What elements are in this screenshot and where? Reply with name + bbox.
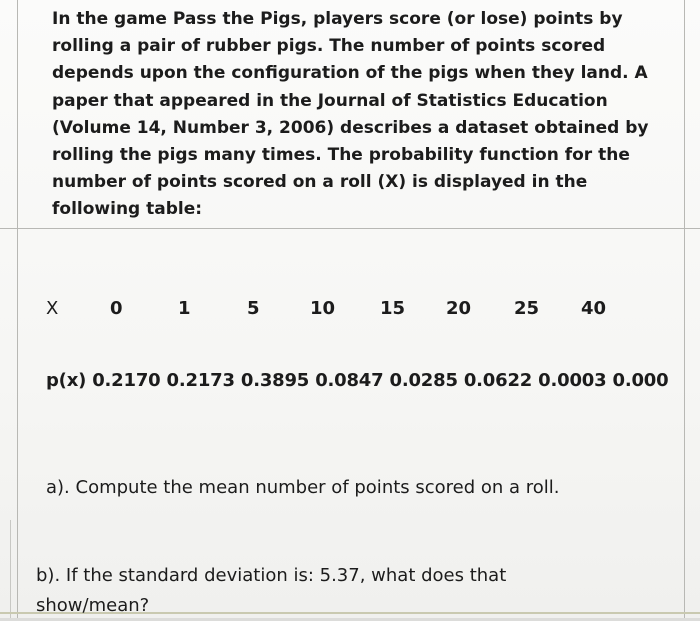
question-b-line: b). If the standard deviation is: 5.37, what does that	[36, 565, 507, 586]
divider	[0, 228, 700, 229]
problem-paragraph	[52, 6, 649, 224]
question-b	[36, 561, 506, 621]
x-value: 0	[110, 298, 123, 319]
left-border	[17, 0, 18, 618]
paragraph-line: paper that appeared in the Journal of Statistics Education	[52, 90, 608, 111]
paragraph-line: (Volume 14, Number 3, 2006) describes a dataset obtained by	[52, 117, 649, 138]
paragraph-line: rolling a pair of rubber pigs. The number of points scored	[52, 36, 606, 57]
x-value: 5	[247, 298, 260, 319]
left-border-lower	[10, 520, 11, 618]
x-value: 40	[581, 298, 607, 319]
x-value: 20	[446, 298, 472, 319]
x-value: 10	[310, 298, 336, 319]
x-label: X	[46, 298, 59, 319]
paragraph-line: depends upon the configuration of the pigs when they land. A	[52, 63, 648, 84]
paragraph-line: In the game Pass the Pigs, players score (or lose) points by	[52, 9, 623, 29]
paragraph-line: following table:	[52, 199, 203, 220]
paragraph-line: number of points scored on a roll (X) is displayed in the	[52, 172, 588, 193]
question-a: a). Compute the mean number of points scored on a roll.	[46, 477, 560, 498]
x-value: 15	[380, 298, 406, 319]
paragraph-line: rolling the pigs many times. The probability function for the	[52, 145, 630, 166]
probability-row: p(x) 0.2170 0.2173 0.3895 0.0847 0.0285 0.0622 0.0003 0.000	[46, 370, 669, 391]
question-b-line: show/mean?	[36, 595, 150, 616]
right-border	[684, 0, 685, 618]
x-value: 25	[514, 298, 540, 319]
x-value: 1	[178, 298, 191, 319]
